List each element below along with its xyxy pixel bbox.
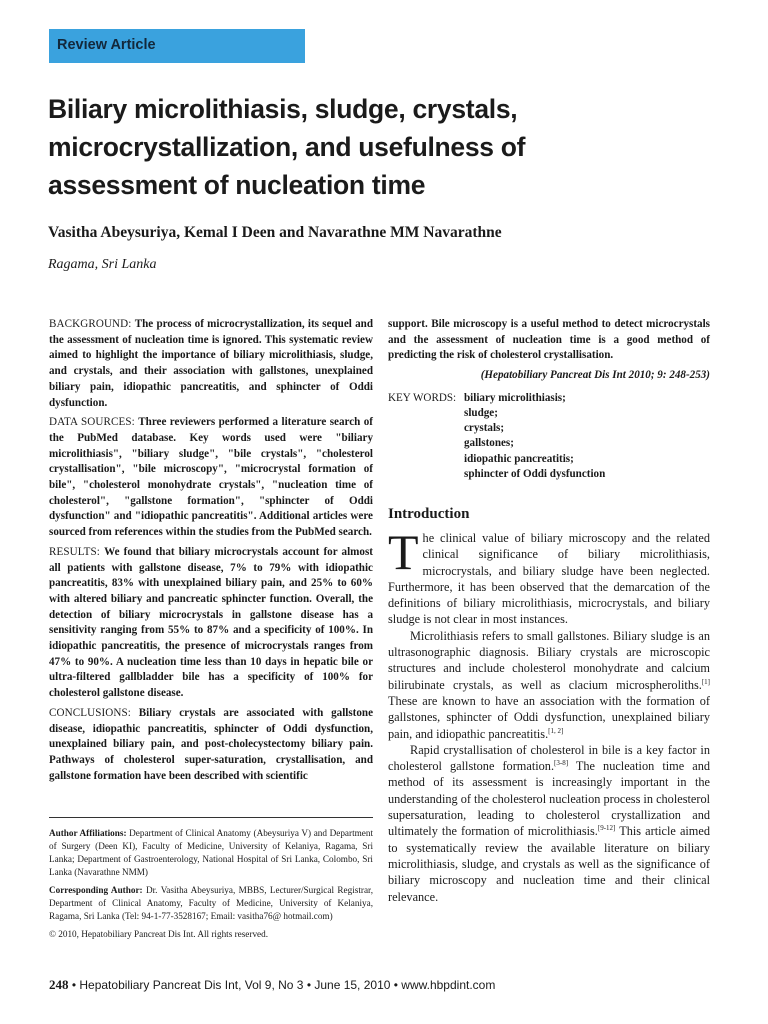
keyword-item: crystals; (464, 422, 505, 435)
sources-text: Three reviewers performed a literature search of the PubMed database. Key words used were "biliary microlithiasis", "biliary sludge", "bile crystals", "cholesterol crystallisation", "bile microscopy", "microcrystal formation of bile", "cholesterol monohydrate crystals", "nucleation time of cholesterol", "gallstone formation", "sphincter of Oddi dysfunction" and "idiopathic pancreatitis". Additional articles were sourced from references within the studies from the PubMed search. (49, 416, 373, 539)
abstract-background (49, 317, 373, 411)
intro-paragraph (388, 524, 710, 628)
results-label: RESULTS: (49, 545, 100, 558)
affiliations-label: Author Affiliations: (49, 828, 127, 838)
copyright-notice: © 2010, Hepatobiliary Pancreat Dis Int. All rights reserved. (49, 929, 269, 939)
intro-p3-text-c: This article aimed to systematically review the available literature on biliary microlithiasis, sludge, and crystals as well as the significance of biliary microscopy and nucleation time and their clinical relevance. (388, 824, 710, 904)
intro-p2-text: Microlithiasis refers to small gallstones. Biliary sludge is an ultrasonographic diagnosis. Biliary crystals are microscopic structures and include cholesterol monohydrate and calcium bilirubinate crystals, as well as clacium microspheroliths. (388, 628, 710, 692)
corresponding-text: Dr. Vasitha Abeysuriya, MBBS, Lecturer/Surgical Registrar, Department of Clinical Anatomy, Faculty of Medicine, University of Kelaniya, Ragama, Sri Lanka (Tel: 94-1-77-3528167; Email: vasitha76@ hotmail.com) (49, 885, 374, 921)
corresponding-label: Corresponding Author: (49, 885, 143, 895)
title-line: Biliary microlithiasis, sludge, crystals, (48, 94, 518, 124)
author-affiliations (49, 827, 373, 879)
abstract-conclusions (49, 706, 373, 785)
abstract-data-sources (49, 415, 373, 541)
reference-marker[interactable]: [9-12] (597, 824, 616, 833)
page-footer (49, 977, 495, 993)
intro-paragraph (388, 742, 710, 905)
affiliations-text: Department of Clinical Anatomy (Abeysuriya V) and Department of Surgery (Deen KI), Faculty of Medicine, University of Kelaniya, Ragama, Sri Lanka; Department of Gastroenterology, National Hospital of Sri Lanka, Colombo, Sri Lanka (Navarathne NMM) (49, 828, 373, 877)
abstract-results (49, 545, 373, 702)
page-number: 248 (49, 977, 69, 992)
keyword-list (464, 391, 605, 482)
reference-marker[interactable]: [1, 2] (548, 726, 564, 735)
article-title (48, 90, 688, 204)
abstract-right-column (388, 317, 710, 482)
sources-label: DATA SOURCES: (49, 416, 135, 429)
title-line: microcrystallization, and usefulness of (48, 132, 526, 162)
results-text: We found that biliary microcrystals account for almost all patients with gallstone disease, 7% to 79% with idiopathic pancreatitis, 83% with unexplained biliary pain, and 25% to 60% with altered biliary and pancreatic sphincter function. Overall, the detection of biliary microcrystals in gallstone disease has a sensitivity ranging from 55% to 87% and a specificity of 100%. In idiopathic pancreatitis, the presence of microcrystals ranges from 47% to 90%. A nucleation time less than 10 days in hepatic bile or ultra-filtered gallbladder bile has a specificity of 100% for cholesterol gallstone disease. (49, 545, 373, 700)
abstract-left-column (49, 317, 373, 788)
intro-paragraph (388, 628, 710, 742)
author-list: Vasitha Abeysuriya, Kemal I Deen and Navarathne MM Navarathne (48, 224, 502, 241)
intro-p2-text-b: These are known to have an association with the formation of gallstones, sphincter of Oddi dysfunction, unexplained biliary pain, and idiopathic pancreatitis. (388, 693, 710, 741)
reference-marker[interactable]: [1] (701, 677, 710, 686)
conclusions-text: Biliary crystals are associated with gallstone disease, idiopathic pancreatitis, sphincter of Oddi dysfunction, unexplained biliary pain, and post-cholecystectomy biliary pain. Pathways of cholesterol super-saturation, crystallisation, and gallstone formation have been described with scientific (49, 706, 374, 782)
keywords (388, 391, 710, 482)
intro-p1-text: he clinical value of biliary microscopy and the related clinical significance of biliary microlithiasis, microcrystals, and biliary sludge have been neglected. Furthermore, it has been observed that the demarcation of the definitions of biliary microlithiasis, microcrystals, and biliary sludge is not clear in most instances. (388, 531, 710, 627)
keyword-item: gallstones; (464, 437, 514, 450)
intro-p3-text: Rapid crystallisation of cholesterol in bile is a key factor in cholesterol gallstone formation. (388, 742, 710, 774)
intro-p3-text-b: The nucleation time and method of its assessment is increasingly important in the understanding of the cholesterol nucleation process in cholesterol supersaturation, leading to cholesterol crystallization and ultimately the formation of microlithiasis. (388, 759, 711, 839)
drop-cap: T (388, 524, 419, 580)
background-text: The process of microcrystallization, its sequel and the assessment of nucleation time is ignored. This systematic review aimed to highlight the importance of biliary microlithiasis, sludge, and crystals, and their association with gallstones, unexplained biliary pain, idiopathic pancreatitis, and sphincter of Oddi dysfunction. (49, 318, 373, 409)
conclusions-continued: support. Bile microscopy is a useful method to detect microcrystals and the assessment of nucleation time is a good method of predicting the risk of cholesterol crystallisation. (388, 318, 710, 362)
affiliations-footnote (49, 827, 373, 946)
background-label: BACKGROUND: (49, 318, 132, 330)
keywords-label: KEY WORDS: (388, 391, 457, 404)
introduction-body (388, 524, 711, 905)
article-type-label: Review Article (57, 37, 156, 53)
keyword-item: sphincter of Oddi dysfunction (464, 467, 606, 480)
introduction-heading: Introduction (388, 506, 470, 522)
article-type-badge (49, 29, 305, 63)
journal-citation (388, 368, 710, 384)
footnote-divider (49, 817, 373, 818)
keyword-item: sludge; (464, 407, 498, 420)
corresponding-author (49, 884, 373, 923)
conclusions-label: CONCLUSIONS: (49, 706, 131, 719)
footer-text: • Hepatobiliary Pancreat Dis Int, Vol 9, No 3 • June 15, 2010 • www.hbpdint.com (68, 978, 496, 992)
title-line: assessment of nucleation time (48, 170, 426, 200)
keyword-item: idiopathic pancreatitis; (464, 452, 574, 465)
citation-text: (Hepatobiliary Pancreat Dis Int 2010; 9: 248-253) (480, 369, 710, 382)
author-location: Ragama, Sri Lanka (48, 257, 157, 272)
keyword-item: biliary microlithiasis; (464, 391, 566, 404)
reference-marker[interactable]: [3-8] (554, 759, 569, 768)
